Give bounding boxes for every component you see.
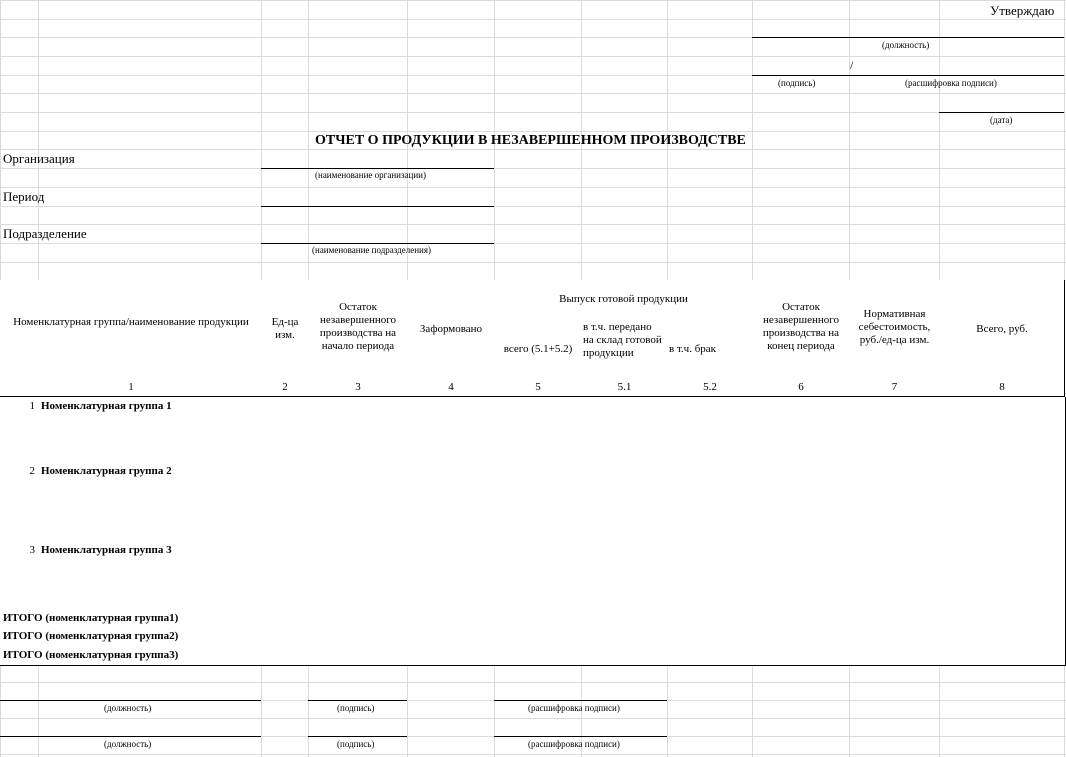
- period-line[interactable]: [261, 206, 494, 207]
- table-cell[interactable]: [407, 591, 495, 610]
- header-wip-end: Остаток незавершенного производства на конец периода: [752, 280, 850, 379]
- table-cell[interactable]: [581, 487, 668, 508]
- table-cell[interactable]: [581, 609, 668, 628]
- col-number-3: 3: [308, 378, 408, 397]
- product-name-cell[interactable]: [38, 574, 262, 592]
- date-line: [939, 112, 1064, 113]
- col-number-8: 8: [939, 378, 1065, 397]
- table-cell[interactable]: [667, 457, 753, 488]
- table-cell[interactable]: [581, 457, 668, 488]
- group-number: 1: [29, 400, 35, 412]
- table-cell[interactable]: [667, 487, 753, 508]
- row-number-cell: [0, 574, 39, 592]
- table-cell[interactable]: [849, 507, 940, 529]
- total-label: ИТОГО (номенклатурная группа1): [3, 612, 179, 624]
- table-cell[interactable]: [261, 591, 309, 610]
- table-cell[interactable]: [407, 487, 495, 508]
- department-line[interactable]: [261, 243, 494, 244]
- table-cell[interactable]: [939, 436, 1066, 458]
- row-number-cell: [0, 528, 39, 575]
- date-caption: (дата): [990, 115, 1013, 125]
- header-output: Выпуск готовой продукции: [494, 280, 753, 318]
- table-cell[interactable]: [261, 416, 309, 437]
- group-number: 3: [29, 544, 35, 556]
- table-cell[interactable]: [581, 436, 668, 458]
- header-output-total: всего (5.1+5.2): [494, 317, 582, 379]
- table-cell[interactable]: [939, 591, 1066, 610]
- table-cell[interactable]: [939, 528, 1066, 575]
- header-molded: Заформовано: [407, 280, 495, 379]
- row-number-cell: [0, 507, 39, 529]
- table-cell[interactable]: [407, 436, 495, 458]
- table-cell[interactable]: [752, 487, 850, 508]
- table-cell[interactable]: [261, 436, 309, 458]
- table-cell[interactable]: [308, 574, 408, 592]
- col-number-5: 5: [494, 378, 582, 397]
- table-cell[interactable]: [308, 591, 408, 610]
- group-name: Номенклатурная группа 2: [41, 465, 172, 477]
- table-cell[interactable]: [407, 507, 495, 529]
- table-cell[interactable]: [407, 646, 495, 666]
- table-cell[interactable]: [581, 528, 668, 575]
- table-cell[interactable]: [581, 507, 668, 529]
- signature-position-caption-1: (должность): [104, 703, 152, 713]
- position-caption: (должность): [882, 40, 930, 50]
- table-cell[interactable]: [939, 487, 1066, 508]
- table-cell[interactable]: [939, 457, 1066, 488]
- signature-line-decoding-2[interactable]: [494, 736, 667, 737]
- table-cell[interactable]: [667, 436, 753, 458]
- table-cell[interactable]: [308, 528, 408, 575]
- signature-sign-caption-1: (подпись): [337, 703, 375, 713]
- table-cell[interactable]: [494, 416, 582, 437]
- table-cell[interactable]: [752, 591, 850, 610]
- col-number-7: 7: [849, 378, 940, 397]
- signature-decoding-caption-2: (расшифровка подписи): [528, 739, 620, 749]
- row-number-cell: [0, 591, 39, 610]
- signature-position-caption-2: (должность): [104, 739, 152, 749]
- table-cell[interactable]: [494, 436, 582, 458]
- table-cell[interactable]: [261, 457, 309, 488]
- signature-line-decoding-1[interactable]: [494, 700, 667, 701]
- organization-caption: (наименование организации): [315, 170, 426, 180]
- table-cell[interactable]: [494, 627, 582, 647]
- table-cell[interactable]: [752, 574, 850, 592]
- table-cell[interactable]: [939, 609, 1066, 628]
- product-name-cell[interactable]: [38, 487, 262, 508]
- table-cell[interactable]: [939, 397, 1066, 417]
- table-cell[interactable]: [308, 436, 408, 458]
- signature-line-position-2[interactable]: [0, 736, 261, 737]
- table-cell[interactable]: [667, 528, 753, 575]
- header-wip-start: Остаток незавершенного производства на начало периода: [308, 280, 408, 379]
- table-cell[interactable]: [261, 574, 309, 592]
- table-cell[interactable]: [752, 507, 850, 529]
- total-label: ИТОГО (номенклатурная группа2): [3, 630, 179, 642]
- table-cell[interactable]: [407, 574, 495, 592]
- signature-line-position-1[interactable]: [0, 700, 261, 701]
- col-number-5-2: 5.2: [667, 378, 753, 397]
- organization-label: Организация: [3, 151, 75, 166]
- decoding-caption: (расшифровка подписи): [905, 78, 997, 88]
- table-cell[interactable]: [407, 609, 495, 628]
- product-name-cell[interactable]: [38, 507, 262, 529]
- signature-line-sign-2[interactable]: [308, 736, 407, 737]
- row-number-cell: [0, 397, 39, 417]
- header-total-rub: Всего, руб.: [939, 280, 1065, 379]
- total-label-cell: [0, 609, 309, 628]
- table-cell[interactable]: [261, 397, 309, 417]
- col-number-6: 6: [752, 378, 850, 397]
- table-cell[interactable]: [407, 397, 495, 417]
- col-number-1: 1: [0, 378, 262, 397]
- header-norm-cost: Нормативная себестоимость, руб./ед-ца изм.: [849, 280, 940, 379]
- table-cell[interactable]: [308, 609, 408, 628]
- table-cell[interactable]: [494, 574, 582, 592]
- table-cell[interactable]: [667, 397, 753, 417]
- header-unit: Ед-ца изм.: [261, 280, 309, 379]
- table-cell[interactable]: [581, 591, 668, 610]
- table-cell[interactable]: [308, 397, 408, 417]
- table-cell[interactable]: [849, 397, 940, 417]
- signature-caption: (подпись): [778, 78, 816, 88]
- table-cell[interactable]: [752, 416, 850, 437]
- table-cell[interactable]: [494, 646, 582, 666]
- row-number-cell: [0, 436, 39, 458]
- position-line: [752, 37, 1064, 38]
- row-number-cell: [0, 487, 39, 508]
- department-caption: (наименование подразделения): [312, 245, 431, 255]
- table-cell[interactable]: [494, 528, 582, 575]
- table-cell[interactable]: [752, 627, 850, 647]
- table-cell[interactable]: [667, 627, 753, 647]
- table-cell[interactable]: [494, 397, 582, 417]
- table-cell[interactable]: [667, 416, 753, 437]
- table-cell[interactable]: [407, 627, 495, 647]
- table-cell[interactable]: [752, 609, 850, 628]
- table-cell[interactable]: [667, 609, 753, 628]
- organization-line[interactable]: [261, 168, 494, 169]
- table-cell[interactable]: [261, 507, 309, 529]
- total-label: ИТОГО (номенклатурная группа3): [3, 649, 179, 661]
- table-cell[interactable]: [581, 574, 668, 592]
- table-cell[interactable]: [752, 397, 850, 417]
- group-name-cell[interactable]: [38, 528, 262, 575]
- table-cell[interactable]: [849, 627, 940, 647]
- slash-separator: /: [850, 58, 854, 72]
- table-cell[interactable]: [261, 487, 309, 508]
- col-number-2: 2: [261, 378, 309, 397]
- product-name-cell[interactable]: [38, 436, 262, 458]
- table-cell[interactable]: [581, 397, 668, 417]
- table-cell[interactable]: [752, 646, 850, 666]
- table-cell[interactable]: [308, 457, 408, 488]
- table-cell[interactable]: [308, 627, 408, 647]
- group-name-cell[interactable]: [38, 397, 262, 417]
- table-cell[interactable]: [581, 646, 668, 666]
- table-cell[interactable]: [308, 646, 408, 666]
- product-name-cell[interactable]: [38, 416, 262, 437]
- table-cell[interactable]: [939, 646, 1066, 666]
- table-cell[interactable]: [849, 591, 940, 610]
- total-label-cell: [0, 627, 309, 647]
- table-cell[interactable]: [752, 457, 850, 488]
- table-cell[interactable]: [308, 487, 408, 508]
- table-cell[interactable]: [407, 457, 495, 488]
- signature-sign-caption-2: (подпись): [337, 739, 375, 749]
- product-name-cell[interactable]: [38, 591, 262, 610]
- table-cell[interactable]: [667, 646, 753, 666]
- total-label-cell: [0, 646, 309, 666]
- department-label: Подразделение: [3, 226, 87, 241]
- table-cell[interactable]: [667, 591, 753, 610]
- table-cell[interactable]: [667, 507, 753, 529]
- table-cell[interactable]: [939, 627, 1066, 647]
- group-name: Номенклатурная группа 1: [41, 400, 172, 412]
- signature-line-sign-1[interactable]: [308, 700, 407, 701]
- col-number-5-1: 5.1: [581, 378, 668, 397]
- signature-line: [752, 75, 1064, 76]
- table-cell[interactable]: [849, 487, 940, 508]
- table-cell[interactable]: [494, 591, 582, 610]
- table-cell[interactable]: [494, 487, 582, 508]
- table-cell[interactable]: [849, 436, 940, 458]
- table-cell[interactable]: [308, 416, 408, 437]
- table-cell[interactable]: [939, 507, 1066, 529]
- table-cell[interactable]: [494, 457, 582, 488]
- table-cell[interactable]: [308, 507, 408, 529]
- table-cell[interactable]: [494, 609, 582, 628]
- table-cell[interactable]: [261, 528, 309, 575]
- row-number-cell: [0, 416, 39, 437]
- period-label: Период: [3, 189, 45, 204]
- table-cell[interactable]: [667, 574, 753, 592]
- signature-decoding-caption-1: (расшифровка подписи): [528, 703, 620, 713]
- group-name: Номенклатурная группа 3: [41, 544, 172, 556]
- table-cell[interactable]: [849, 609, 940, 628]
- group-number: 2: [29, 465, 35, 477]
- table-cell[interactable]: [407, 528, 495, 575]
- header-output-warehouse: в т.ч. передано на склад готовой продукции: [581, 317, 668, 379]
- approve-label: Утверждаю: [990, 3, 1055, 18]
- header-output-defect: в т.ч. брак: [667, 317, 753, 379]
- table-cell[interactable]: [849, 574, 940, 592]
- table-cell[interactable]: [752, 436, 850, 458]
- table-cell[interactable]: [407, 416, 495, 437]
- table-cell[interactable]: [939, 574, 1066, 592]
- row-number-cell: [0, 457, 39, 488]
- col-number-4: 4: [407, 378, 495, 397]
- table-cell[interactable]: [849, 457, 940, 488]
- table-cell[interactable]: [939, 416, 1066, 437]
- table-cell[interactable]: [581, 416, 668, 437]
- header-nomenclature: Номенклатурная группа/наименование продукции: [0, 280, 262, 379]
- table-cell[interactable]: [849, 416, 940, 437]
- page-title: ОТЧЕТ О ПРОДУКЦИИ В НЕЗАВЕРШЕННОМ ПРОИЗВОДСТВЕ: [315, 133, 746, 148]
- table-cell[interactable]: [494, 507, 582, 529]
- table-cell[interactable]: [849, 646, 940, 666]
- group-name-cell[interactable]: [38, 457, 262, 488]
- table-cell[interactable]: [752, 528, 850, 575]
- table-cell[interactable]: [849, 528, 940, 575]
- table-cell[interactable]: [581, 627, 668, 647]
